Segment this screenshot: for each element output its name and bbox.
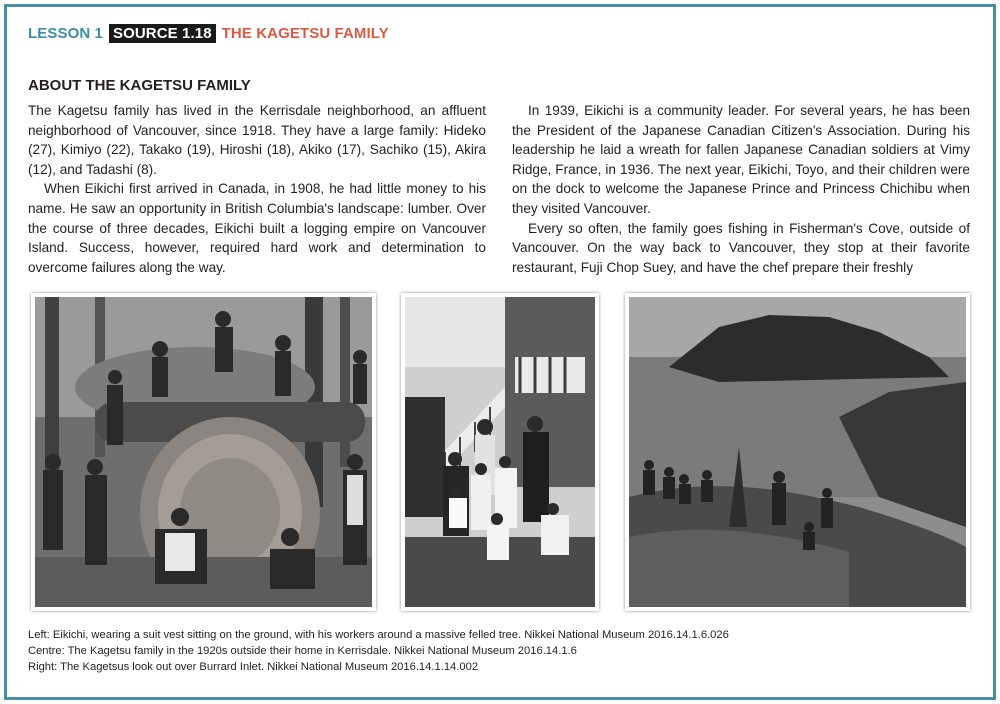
paragraph: In 1939, Eikichi is a community leader. For several years, he has been the President of the Japanese Canadian Citizen's Association. During his leadership he laid a wreath for fallen Japanese Canadian soldiers at Vimy Ridge, France, in 1936. The next year, Eikichi, Toyo, and their children were on the dock to welcome the Japanese Prince and Princess Chichibu when they visited Vancouver. bbox=[512, 103, 970, 216]
photo-family-home-image bbox=[405, 297, 595, 607]
paragraph: The Kagetsu family has lived in the Kerrisdale neighborhood, an affluent neighborhood of Vancouver, since 1918. They have a large family: Hideko (27), Kimiyo (22), Takako (19), Hiroshi (18), Akiko (17), Sachiko (15), Akira (12), and Tadashi (8). bbox=[28, 103, 486, 177]
source-badge: SOURCE 1.18 bbox=[109, 24, 216, 43]
source-title: THE KAGETSU FAMILY bbox=[221, 25, 389, 42]
lesson-label: LESSON 1 bbox=[28, 25, 103, 42]
caption-right: Right: The Kagetsus look out over Burrard Inlet. Nikkei National Museum 2016.14.1.14.002 bbox=[28, 661, 479, 673]
paragraph: When Eikichi first arrived in Canada, in 1908, he had little money to his name. He saw an opportunity in British Columbia's landscape: lumber. Over the course of three decades, Eikichi built a logging empire on Vancouver Island. Success, however, required hard work and determination to overcome failures along the way. bbox=[28, 181, 486, 275]
section-heading: ABOUT THE KAGETSU FAMILY bbox=[28, 77, 251, 94]
photo-burrard-inlet bbox=[625, 293, 970, 611]
photo-family-home bbox=[401, 293, 599, 611]
caption-centre: Centre: The Kagetsu family in the 1920s outside their home in Kerrisdale. Nikkei National Museum 2016.14.1.6 bbox=[28, 645, 577, 657]
lesson-header bbox=[28, 24, 389, 43]
text-column-right bbox=[512, 101, 970, 277]
paragraph: Every so often, the family goes fishing in Fisherman's Cove, outside of Vancouver. On the way back to Vancouver, they stop at their favorite restaurant, Fuji Chop Suey, and have the chef prepare their freshly bbox=[512, 220, 970, 275]
text-column-left bbox=[28, 101, 486, 277]
photo-logging-crew-image bbox=[35, 297, 372, 607]
photo-logging-crew bbox=[31, 293, 376, 611]
photo-burrard-inlet-image bbox=[629, 297, 966, 607]
photo-captions bbox=[28, 627, 729, 675]
caption-left: Left: Eikichi, wearing a suit vest sitting on the ground, with his workers around a massive felled tree. Nikkei National Museum 2016.14.1.6.026 bbox=[28, 629, 729, 641]
